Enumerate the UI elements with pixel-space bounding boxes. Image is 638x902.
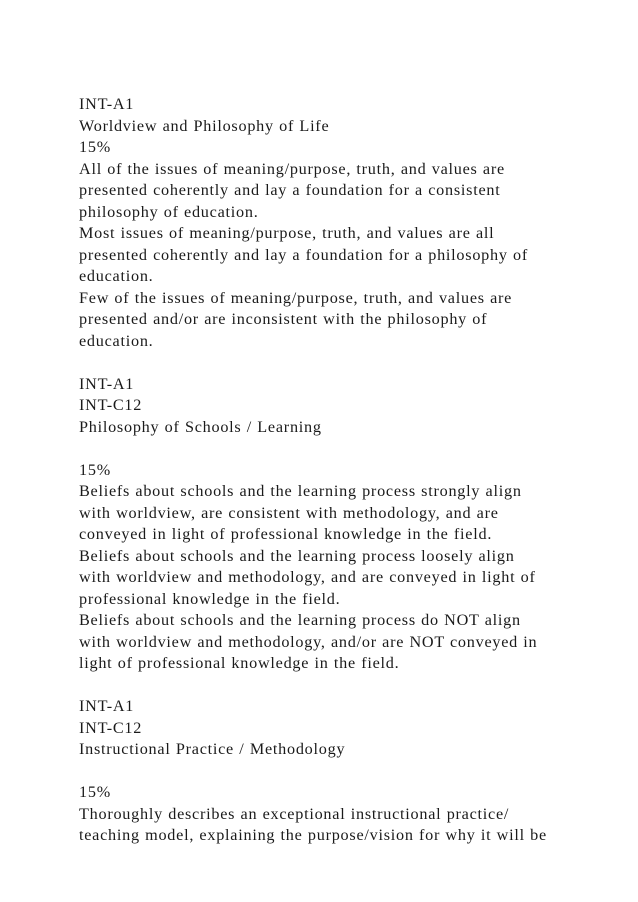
criterion-text: philosophy of education. — [79, 202, 259, 221]
criterion-text: presented coherently and lay a foundation for a philosophy of — [79, 245, 528, 264]
section-weight: 15% — [79, 138, 111, 156]
paragraph-gap — [79, 675, 599, 697]
criterion-text: presented coherently and lay a foundation for a consistent — [79, 181, 501, 199]
criterion-text: teaching model, explaining the purpose/vision for why it will be — [79, 826, 547, 844]
section-title: Philosophy of Schools / Learning — [79, 417, 322, 436]
criterion-text: with worldview and methodology, and are conveyed in light of — [79, 568, 536, 586]
section-code: INT-A1 — [79, 374, 135, 393]
criterion-text: Thoroughly describes an exceptional instructional practice/ — [79, 804, 510, 823]
criterion-text: professional knowledge in the field. — [79, 589, 341, 608]
criterion-text: All of the issues of meaning/purpose, truth, and values are — [79, 159, 505, 178]
criterion-text: education. — [79, 267, 154, 285]
section-code: INT-C12 — [79, 718, 143, 737]
criterion-text: Beliefs about schools and the learning process loosely align — [79, 546, 515, 565]
section-code: INT-C12 — [79, 396, 143, 414]
document-body — [79, 94, 599, 847]
section-weight: 15% — [79, 783, 111, 801]
section-title: Instructional Practice / Methodology — [79, 740, 346, 758]
paragraph-gap — [79, 438, 599, 460]
section-code: INT-A1 — [79, 95, 135, 113]
criterion-text: with worldview and methodology, and/or are NOT conveyed in — [79, 632, 538, 651]
criterion-text: education. — [79, 331, 154, 350]
paragraph-gap — [79, 761, 599, 783]
criterion-text: Beliefs about schools and the learning process do NOT align — [79, 611, 521, 629]
section-weight: 15% — [79, 460, 111, 479]
criterion-text: Most issues of meaning/purpose, truth, and values are all — [79, 224, 495, 242]
criterion-text: conveyed in light of professional knowledge in the field. — [79, 525, 493, 543]
section-title: Worldview and Philosophy of Life — [79, 116, 330, 135]
section-code: INT-A1 — [79, 697, 135, 715]
criterion-text: light of professional knowledge in the field. — [79, 654, 400, 672]
criterion-text: presented and/or are inconsistent with the philosophy of — [79, 310, 488, 328]
criterion-text: Beliefs about schools and the learning process strongly align — [79, 482, 522, 500]
paragraph-gap — [79, 352, 599, 374]
criterion-text: with worldview, are consistent with methodology, and are — [79, 503, 499, 522]
criterion-text: Few of the issues of meaning/purpose, truth, and values are — [79, 288, 513, 307]
